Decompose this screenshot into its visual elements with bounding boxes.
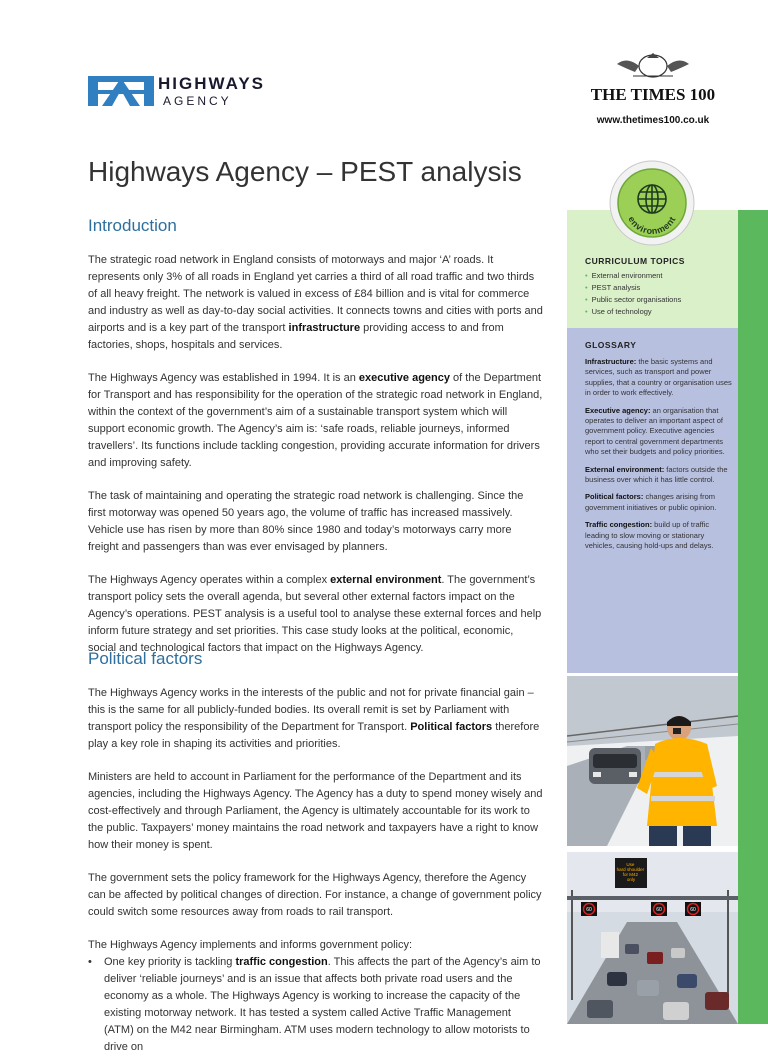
glossary-item: Political factors: changes arising from government initiatives or public opinion.	[585, 492, 717, 512]
term-executive-agency: executive agency	[358, 372, 450, 384]
heading-introduction: Introduction	[88, 216, 177, 235]
times100-masthead	[578, 52, 728, 126]
times100-title: THE TIMES 100	[590, 85, 716, 104]
intro-body	[88, 252, 543, 673]
glossary-item: Infrastructure: the basic systems and services, such as transport and power supplies, that a country or organisation uses in order to work effectively.	[585, 357, 732, 398]
bullet-icon: •	[88, 956, 92, 968]
list-item: • PEST analysis	[585, 282, 733, 294]
list-item: • One key priority is tackling traffic congestion. This affects the part of the Agency’s aim to deliver ‘reliable journeys’ and is an issue that affects both private road users and the economy as a whole. The Highways Agency is working to increase the capacity of the existing motorway network. It has tested a system called Active Traffic Management (ATM) on the M42 near Birmingham. ATM uses modern technology to allow motorists to drive on	[88, 954, 543, 1056]
highways-logo-icon	[88, 72, 154, 108]
svg-text:60: 60	[690, 907, 696, 913]
intro-paragraph-2: The Highways Agency was established in 1994. It is an executive agency of the Department for Transport and has responsibility for the operation of the strategic road network in England, within the context of the government’s aim of a sustainable transport system which will support economic growth. The Agency’s aim is: ‘safe roads, reliable journeys, informed travellers’. Its functions include tackling congestion, providing accurate information for drivers and improving safety.	[88, 372, 543, 469]
list-item: • Public sector organisations	[585, 294, 733, 306]
sidebar-green-stripe	[738, 210, 768, 1024]
political-body	[88, 685, 543, 1056]
heading-political-factors: Political factors	[88, 649, 203, 668]
list-item: • Use of technology	[585, 306, 733, 318]
intro-paragraph-4: The Highways Agency operates within a complex external environment. The government’s transport policy sets the overall agenda, but several other external factors impact on the Agency’s operations. PEST analysis is a useful tool to analyse these external forces and help inform future strategy and set priorities. This case study looks at the political, economic, social and technological factors that impact on the Highways Agency.	[88, 574, 542, 654]
glossary-item: External environment: factors outside the business over which it has little control.	[585, 464, 728, 485]
speed-sign	[685, 902, 701, 916]
glossary-item: Executive agency: an organisation that operates to deliver an important aspect of government policy. Executive agencies report to central government departments who set their budgets and policy priorities.	[585, 405, 725, 457]
svg-text:60: 60	[586, 907, 592, 913]
logo-word-highways: HIGHWAYS	[158, 74, 266, 93]
speed-sign	[581, 902, 597, 916]
glossary-box	[567, 328, 738, 673]
term-traffic-congestion: traffic congestion	[235, 956, 328, 968]
intro-paragraph-3: The task of maintaining and operating the strategic road network is challenging. Since the first motorway was opened 50 years ago, the volume of traffic has increased massively. Vehicle use has risen by more than 80% since 1980 and today’s motorways carry more freight and passengers than was ever envisaged by planners.	[88, 490, 524, 553]
political-paragraph-3: The government sets the policy framework for the Highways Agency, therefore the Agency can be affected by political changes of direction. For instance, a change of government policy could switch some resources away from roads to rail transport.	[88, 872, 542, 918]
svg-text:60: 60	[656, 907, 662, 913]
speed-sign	[651, 902, 667, 916]
term-political-factors: Political factors	[410, 721, 493, 733]
badge-label: environment	[626, 214, 678, 237]
page-title: Highways Agency – PEST analysis	[88, 156, 522, 187]
political-paragraph-4: The Highways Agency implements and informs government policy:	[88, 939, 413, 951]
photo-motorway-gantry	[567, 852, 738, 1024]
term-infrastructure: infrastructure	[288, 322, 361, 334]
political-paragraph-2: Ministers are held to account in Parliament for the performance of the Department and its agencies, including the Highways Agency. The Agency has a duty to spend money wisely and cost-effectively and through Parliament, the Agency is ultimately accountable for its work to the public. Taxpayers’ money maintains the road network and taxpayers have a right to know how their money is spent.	[88, 771, 543, 851]
photo-traffic-officer	[567, 676, 738, 846]
glossary-item: Traffic congestion: build up of traffic leading to slow moving or stationary vehicles, causing hold-ups and delays.	[585, 520, 714, 551]
list-item: • External environment	[585, 270, 733, 282]
glossary-title: GLOSSARY	[585, 340, 637, 350]
curriculum-topics-title: CURRICULUM TOPICS	[585, 256, 685, 266]
intro-paragraph-1: The strategic road network in England consists of motorways and major ‘A’ roads. It represents only 3% of all roads in England yet carries a third of all road traffic and two thirds of all heavy freight. The network is valued in excess of £84 billion and is vital for commerce and industry as well as day-to-day social activities. It connects towns and cities with ports and airports and is a key part of the transport infrastructure providing access to and from factories, shops, hospitals and services.	[88, 254, 543, 351]
gantry-sign-text: Use hard shoulder for M42 only	[616, 862, 645, 882]
highways-agency-logo	[88, 72, 318, 112]
times100-url[interactable]: www.thetimes100.co.uk	[596, 115, 710, 126]
globe-icon	[638, 185, 666, 213]
curriculum-topics-list	[585, 270, 733, 318]
royal-crest-icon	[613, 52, 693, 78]
political-paragraph-1: The Highways Agency works in the interests of the public and not for private financial gain – this is the same for all publicly-funded bodies. Its overall remit is set by Parliament with transport policy the responsibility of the Department for Transport. Political factors therefore play a key role in shaping its activities and priorities.	[88, 687, 540, 750]
term-external-environment: external environment	[330, 574, 442, 586]
environment-badge	[609, 160, 695, 246]
logo-word-agency: AGENCY	[163, 94, 232, 108]
